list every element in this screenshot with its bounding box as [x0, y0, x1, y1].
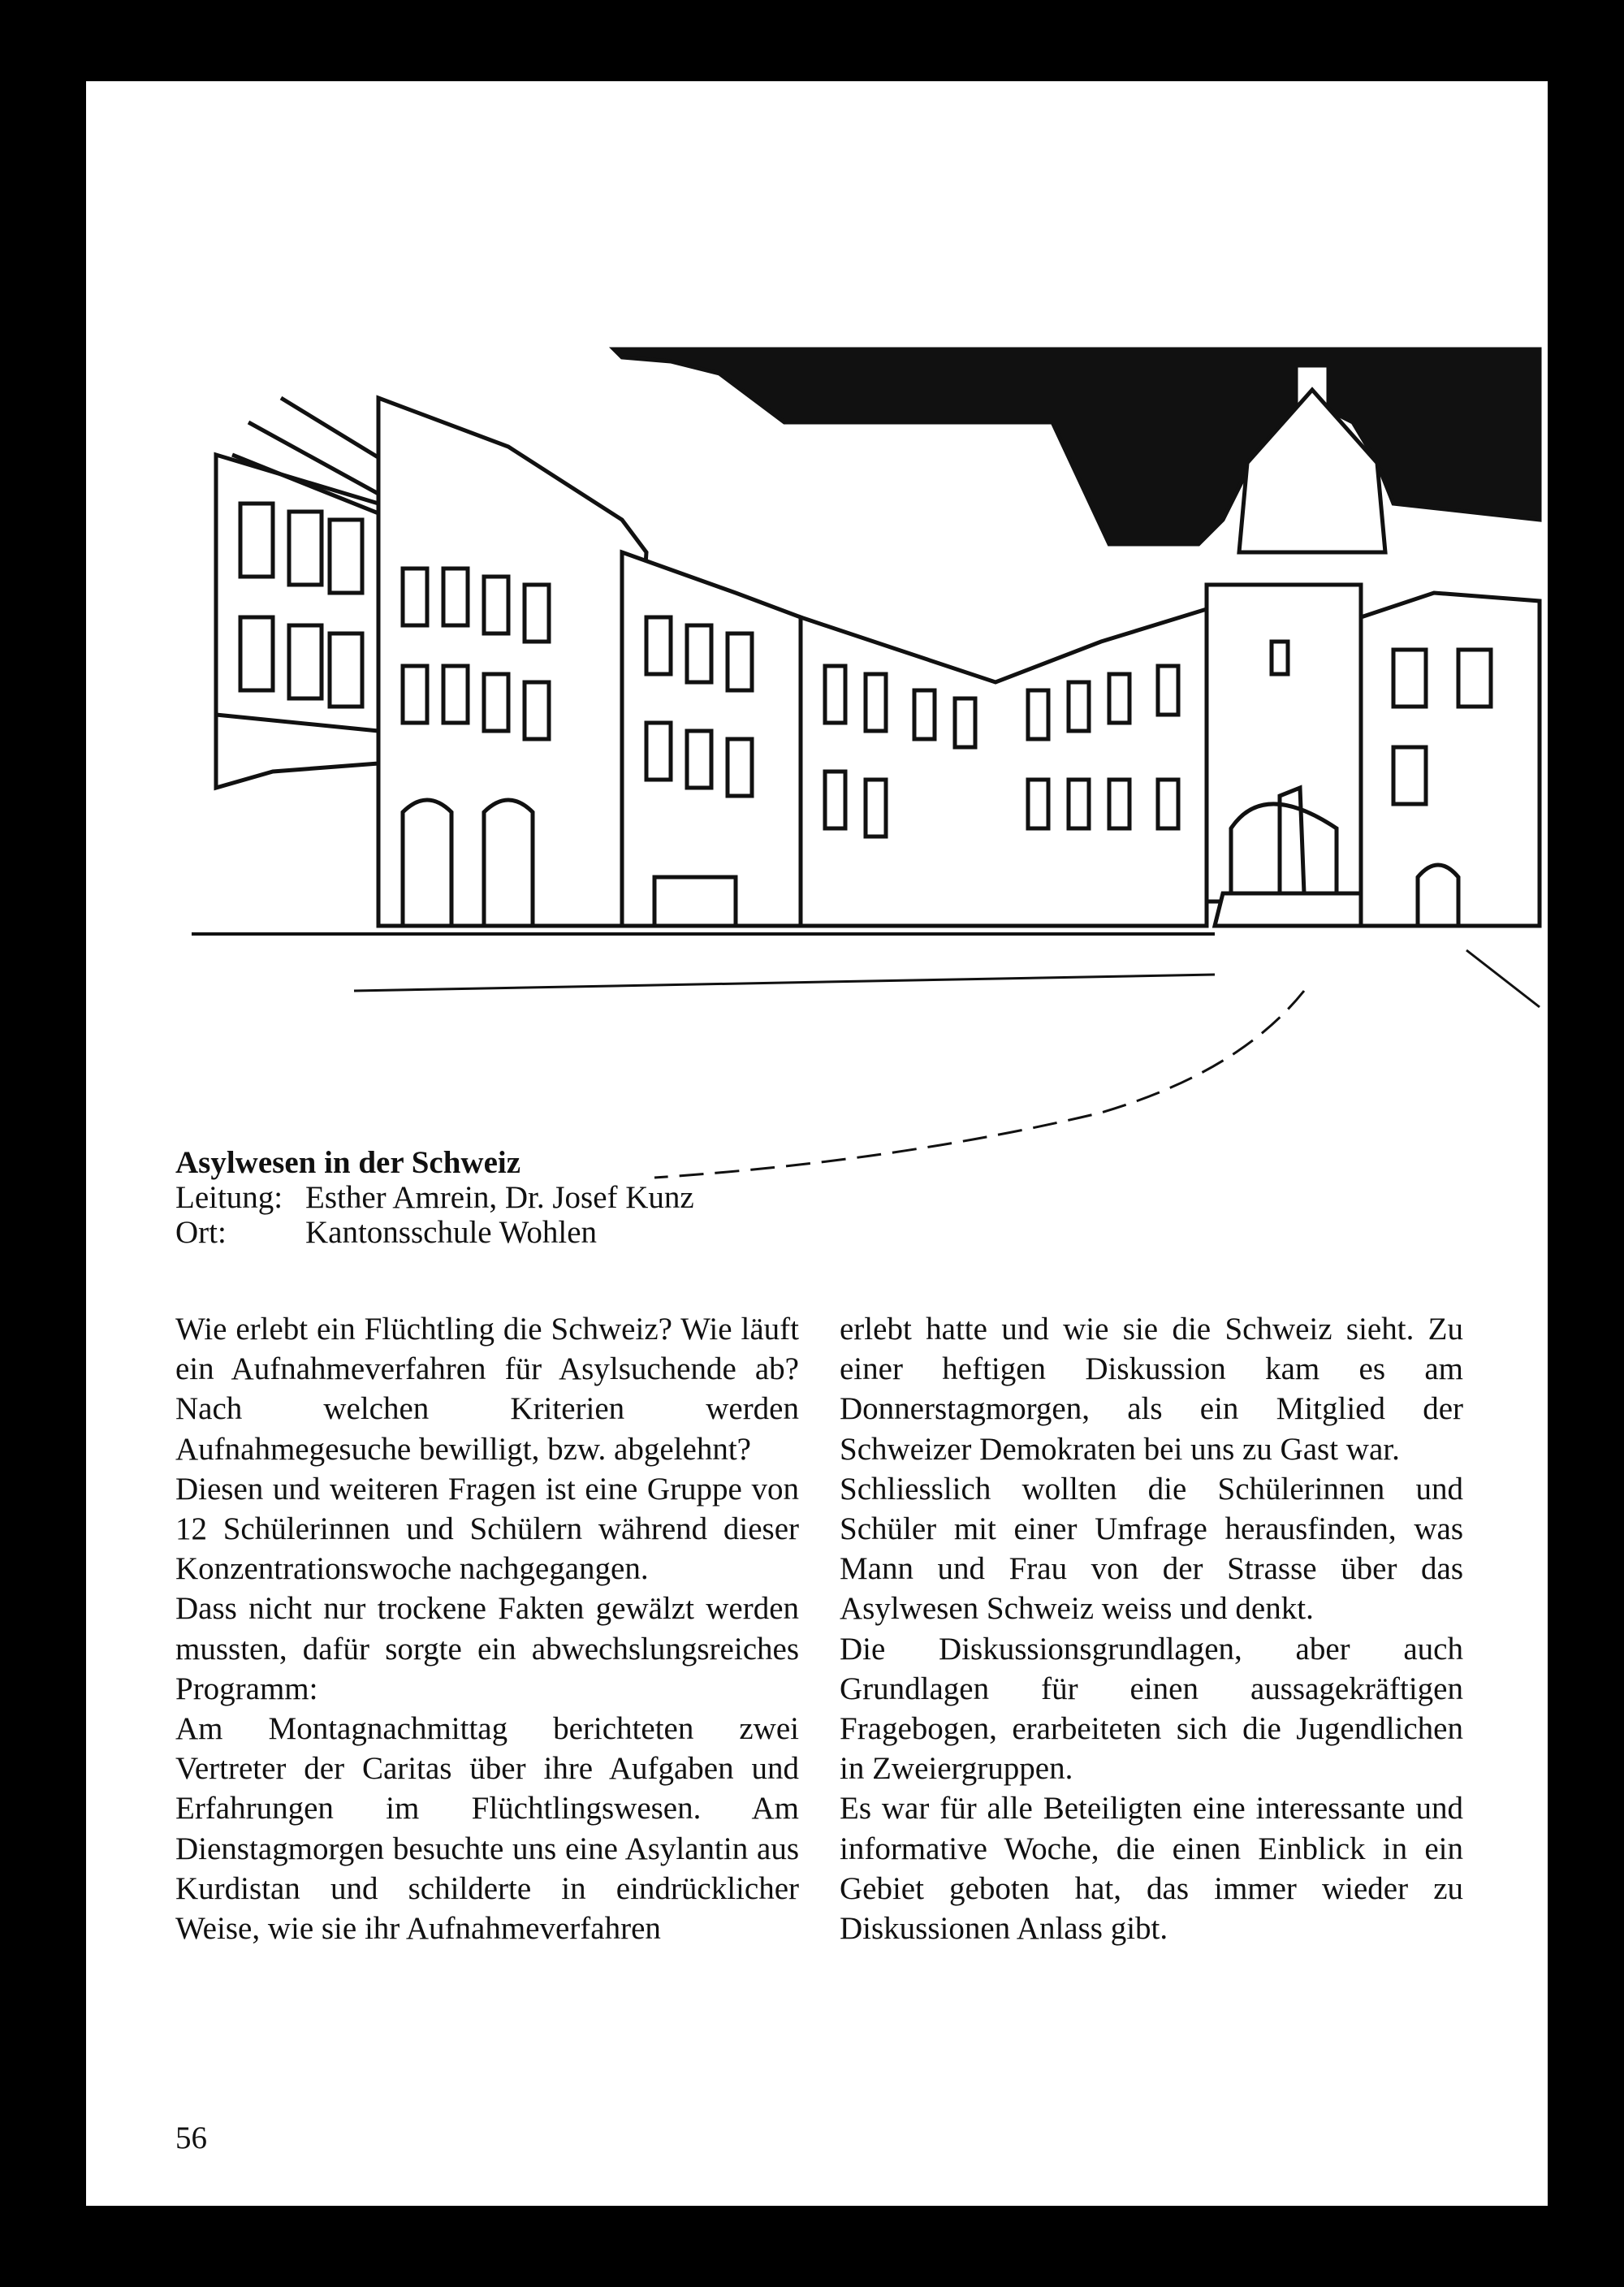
center-left-building [378, 398, 646, 926]
article-header [175, 1145, 906, 1250]
right-building [1361, 593, 1540, 926]
right-column [840, 1309, 1463, 1948]
night-sky [614, 349, 1540, 544]
left-column [175, 1309, 799, 1948]
street-scene-drawing [167, 260, 1548, 1218]
article-title: Asylwesen in der Schweiz [175, 1145, 521, 1180]
ort-value: Kantonsschule Wohlen [305, 1215, 597, 1250]
paragraph: Am Montagnachmittag berichteten zwei Vertreter der Caritas über ihre Aufgaben und Erfahrungen im Flüchtlingswesen. Am Dienstagmorgen besuchte uns eine Asylantin aus Kurdistan und schilderte in eindrücklicher Weise, wie sie ihr Aufnahmeverfahren [175, 1711, 799, 1947]
leitung-label: Leitung: [175, 1180, 283, 1215]
paragraph: Schliesslich wollten die Schülerinnen und Schüler mit einer Umfrage herausfinden, was Mann und Frau von der Strasse über das Asylwesen Schweiz weiss und denkt. [840, 1471, 1463, 1627]
paragraph: erlebt hatte und wie sie die Schweiz sieht. Zu einer heftigen Diskussion kam es am Donnerstagmorgen, als ein Mitglied der Schweizer Demokraten bei uns zu Gast war. [840, 1312, 1463, 1467]
leitung-row [175, 1180, 906, 1215]
page [86, 81, 1548, 2206]
ort-label: Ort: [175, 1215, 227, 1250]
ort-row [175, 1215, 906, 1250]
street-illustration [167, 260, 1548, 1218]
street-curb [354, 975, 1215, 991]
paragraph: Es war für alle Beteiligten eine interessante und informative Woche, die einen Einblick in ein Gebiet geboten hat, das immer wieder zu Diskussionen Anlass gibt. [840, 1791, 1463, 1947]
paragraph: Dass nicht nur trockene Fakten gewälzt werden mussten, dafür sorgte ein abwechslungsreiches Programm: [175, 1591, 799, 1706]
paragraph: Diesen und weiteren Fragen ist eine Gruppe von 12 Schülerinnen und Schülern während dieser Konzentrationswoche nachgegangen. [175, 1471, 799, 1587]
page-number: 56 [175, 2121, 207, 2155]
receding-buildings [801, 609, 1207, 926]
fountain-basin [1215, 893, 1377, 926]
paragraph: Wie erlebt ein Flüchtling die Schweiz? Wie läuft ein Aufnahmeverfahren für Asylsuchende ab? Nach welchen Kriterien werden Aufnahmegesuche bewilligt, bzw. abgelehnt? [175, 1312, 799, 1467]
paragraph: Die Diskussionsgrundlagen, aber auch Grundlagen für einen aussagekräftigen Fragebogen, erarbeiteten sich die Jugendlichen in Zweiergruppen. [840, 1631, 1463, 1787]
leitung-value: Esther Amrein, Dr. Josef Kunz [305, 1180, 694, 1215]
